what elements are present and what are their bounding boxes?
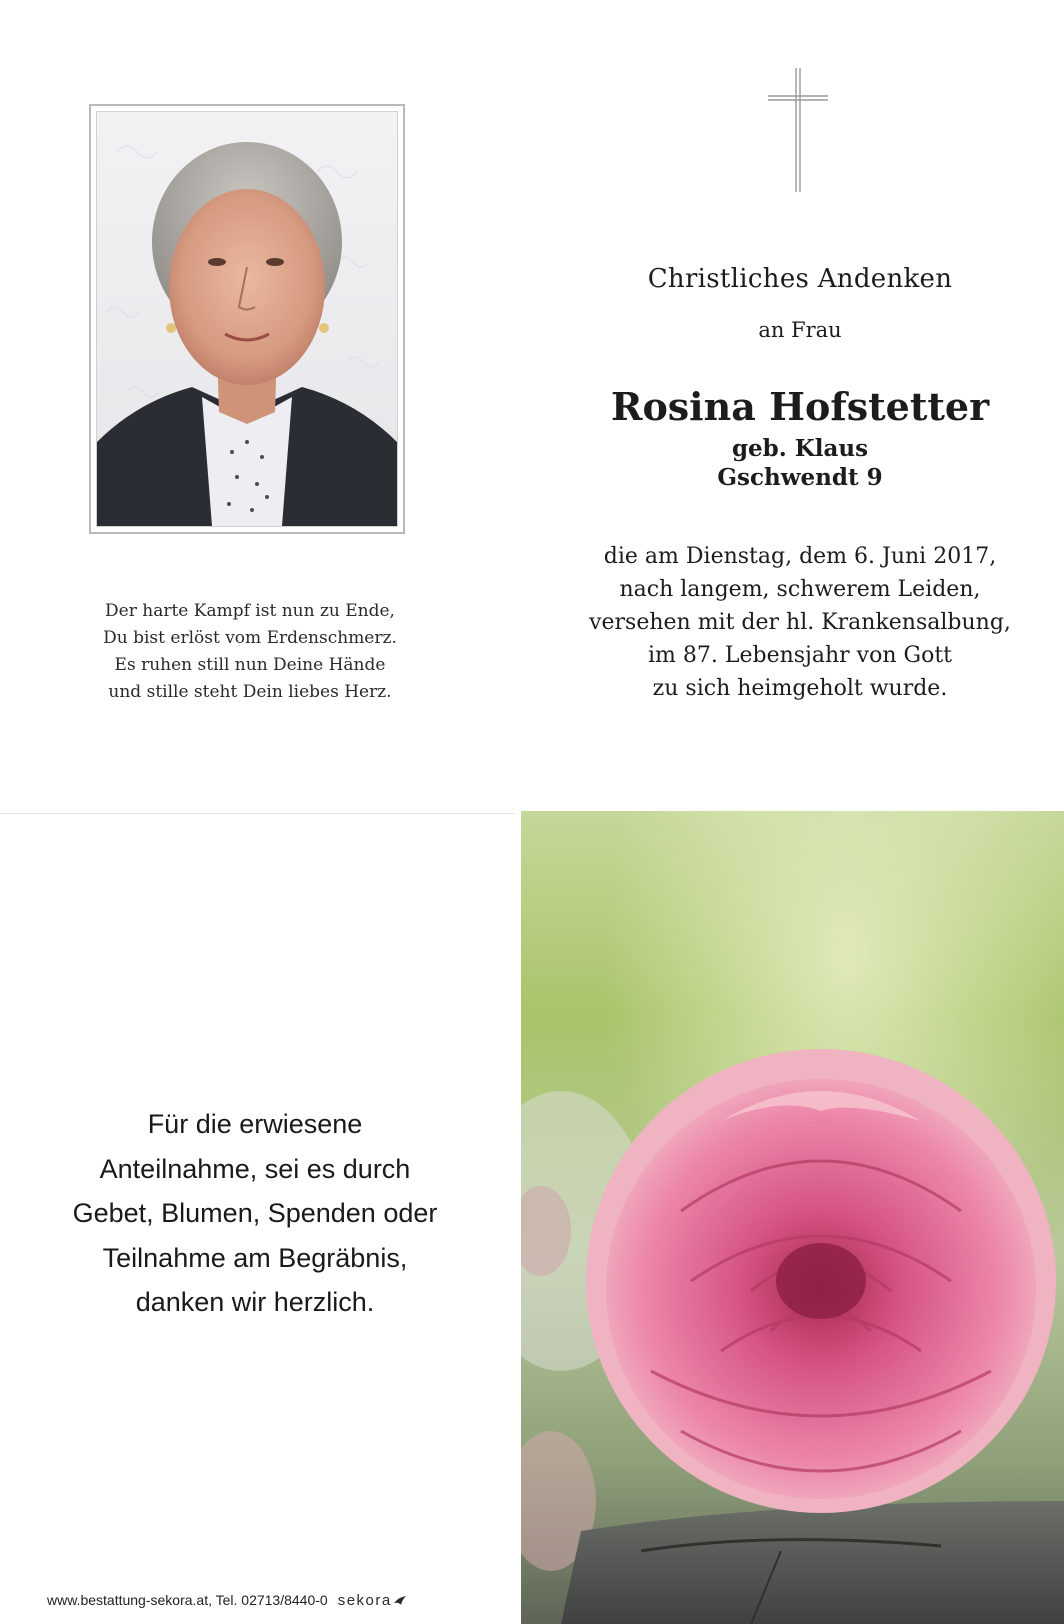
death-notice [560, 540, 1040, 705]
maiden-name: geb. Klaus [731, 435, 869, 462]
notice-line: nach langem, schwerem Leiden, [619, 577, 981, 602]
logo-text: sekora [337, 1592, 392, 1609]
pink-rose-photo [521, 811, 1064, 1624]
salutation: an Frau [758, 318, 842, 342]
thanks-line: danken wir herzlich. [135, 1287, 375, 1317]
poem [60, 598, 440, 706]
poem-line: und stille steht Dein liebes Herz. [108, 682, 392, 702]
poem-line: Es ruhen still nun Deine Hände [114, 655, 386, 675]
portrait-photo [96, 111, 398, 527]
notice-line: im 87. Lebensjahr von Gott [647, 643, 952, 668]
poem-line: Der harte Kampf ist nun zu Ende, [105, 601, 395, 621]
notice-line: zu sich heimgeholt wurde. [652, 676, 948, 701]
sekora-logo [338, 1589, 407, 1613]
thanks-line: Anteilnahme, sei es durch [99, 1153, 411, 1184]
notice-line: die am Dienstag, dem 6. Juni 2017, [603, 544, 997, 569]
fold-divider [0, 813, 515, 814]
thanks-line: Gebet, Blumen, Spenden oder [72, 1198, 438, 1228]
portrait-frame [89, 104, 405, 534]
card-heading: Christliches Andenken [647, 264, 953, 294]
poem-line: Du bist erlöst vom Erdenschmerz. [103, 628, 397, 648]
cross-icon [766, 66, 830, 194]
rose-image [521, 811, 1064, 1624]
bird-icon [393, 1595, 407, 1607]
notice-line: versehen mit der hl. Krankensalbung, [589, 610, 1011, 635]
footer [47, 1588, 487, 1612]
address: Gschwendt 9 [717, 464, 883, 491]
deceased-name: Rosina Hofstetter [610, 384, 990, 429]
thanks-text [20, 1102, 490, 1325]
thanks-line: Für die erwiesene [147, 1109, 363, 1139]
thanks-line: Teilnahme am Begräbnis, [102, 1242, 408, 1273]
portrait-image [97, 112, 397, 526]
footer-contact: www.bestattung-sekora.at, Tel. 02713/8440-0 [47, 1592, 328, 1608]
